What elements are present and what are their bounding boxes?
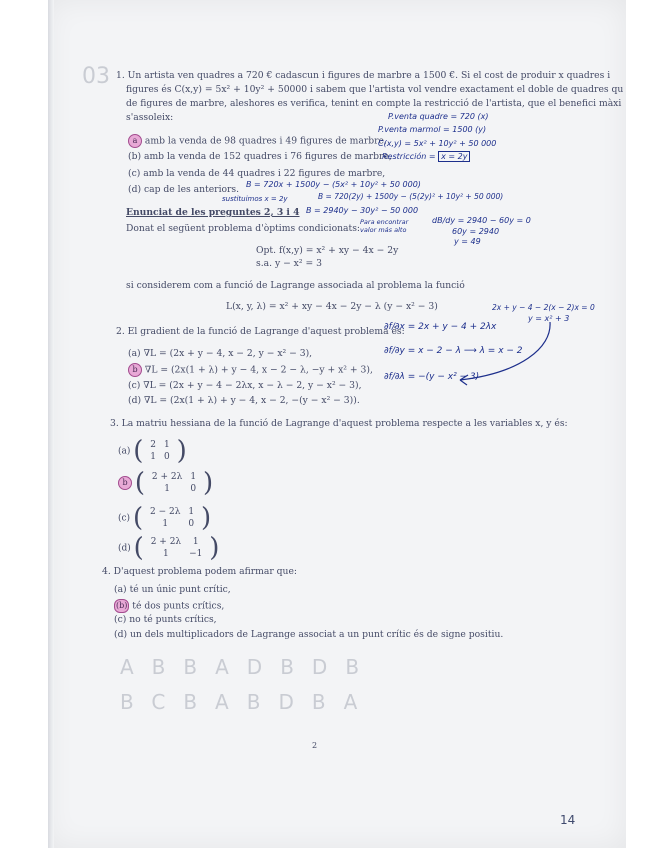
- problem-sa: s.a. y − x² = 3: [256, 258, 322, 269]
- q1-option-b: (b) amb la venda de 152 quadres i 76 figures de marbre,: [128, 151, 392, 162]
- selected-mark: (b): [114, 599, 129, 613]
- ghost-letters-row1: ABBADBDB: [120, 655, 378, 679]
- lagrange-intro: si considerem com a funció de Lagrange associada al problema la funció: [126, 280, 465, 291]
- q2-option-b: b ∇L = (2x(1 + λ) + y − 4, x − 2 − λ, −y + x² + 3),: [128, 363, 373, 377]
- q1-line4: s'assoleix:: [126, 112, 174, 123]
- q1-line3: de figures de marbre, aleshores es verifica, tenint en compte la restricció de l'artista, que el benefici màxi: [126, 98, 622, 109]
- note-max-label: Para encontrar valor más alto: [360, 218, 409, 234]
- note-solve-top: 2x + y − 4 − 2(x − 2)x = 0: [492, 303, 595, 312]
- matrix-d: 2 + 2λ 1 1 −1: [150, 537, 203, 559]
- note-cost: C(x,y) = 5x² + 10y² + 50 000: [378, 139, 497, 148]
- q1-line2: figures és C(x,y) = 5x² + 10y² + 50000 i sabem que l'artista vol vendre exactament el doble de quadres qu: [126, 84, 624, 95]
- selected-mark: a: [128, 134, 142, 148]
- q4-option-c: (c) no té punts crítics,: [114, 614, 217, 625]
- note-partial-y: ∂f/∂y = x − 2 − λ ⟶ λ = x − 2: [384, 346, 523, 356]
- note-substitute-label: sustituimos x = 2y: [222, 195, 288, 203]
- q4-option-d: (d) un dels multiplicadors de Lagrange associat a un punt crític és de signe positiu.: [114, 629, 504, 640]
- section-title: Enunciat de les preguntes 2, 3 i 4: [126, 207, 300, 218]
- q2-option-c: (c) ∇L = (2x + y − 4 − 2λx, x − λ − 2, y − x² − 3),: [128, 380, 362, 391]
- q1-line1: 1. Un artista ven quadres a 720 € cadascun i figures de marbre a 1500 €. Si el cost de produir x quadres i: [116, 70, 611, 81]
- q3-option-b: b ( 2 + 2λ 1 1 0 ): [118, 470, 213, 496]
- ghost-logo: 03: [82, 64, 110, 89]
- q2-option-d: (d) ∇L = (2x(1 + λ) + y − 4, x − 2, −(y − x² − 3)).: [128, 395, 360, 406]
- q3-option-d: (d) ( 2 + 2λ 1 1 −1 ): [118, 533, 220, 563]
- note-price-painting: P.venta quadre = 720 (x): [388, 112, 489, 121]
- matrix-b: 2 + 2λ 1 1 0: [151, 472, 197, 494]
- note-price-marble: P.venta marmol = 1500 (y): [378, 125, 487, 134]
- q1-option-a: a amb la venda de 98 quadres i 49 figures de marbre,: [128, 134, 387, 148]
- note-arrow: [430, 318, 560, 388]
- section-intro: Donat el següent problema d'òptims condicionats:: [126, 223, 361, 234]
- q4-option-b: (b) té dos punts crítics,: [116, 600, 225, 612]
- q4-option-a: (a) té un únic punt crític,: [114, 584, 231, 595]
- q1-option-d: (d) cap de les anteriors.: [128, 184, 240, 195]
- q2-stem: 2. El gradient de la funció de Lagrange d'aquest problema és:: [116, 326, 405, 337]
- note-60y: 60y = 2940: [452, 227, 500, 236]
- problem-opt: Opt. f(x,y) = x² + xy − 4x − 2y: [256, 245, 399, 256]
- selected-mark: b: [118, 476, 132, 490]
- note-derivative: dB/dy = 2940 − 60y = 0: [432, 216, 531, 225]
- matrix-c: 2 − 2λ 1 1 0: [149, 507, 195, 529]
- page-number-center: 2: [312, 741, 318, 750]
- scan-edge: [48, 0, 54, 848]
- q3-stem: 3. La matriu hessiana de la funció de Lagrange d'aquest problema respecte a les variables x, y és:: [110, 418, 568, 429]
- matrix-a: 2 1 1 0: [150, 440, 170, 462]
- note-partial-lambda: ∂f/∂λ = −(y − x² − 3): [384, 372, 480, 382]
- note-constraint: y = x² + 3: [528, 314, 570, 323]
- note-substitute: B = 720(2y) + 1500y − (5(2y)² + 10y² + 50 000): [318, 192, 504, 201]
- page-number-corner: 14: [560, 813, 576, 827]
- note-partial-x: ∂f/∂x = 2x + y − 4 + 2λx: [384, 322, 497, 332]
- note-restriction: Restricción = x = 2y: [382, 152, 470, 161]
- q3-option-c: (c) ( 2 − 2λ 1 1 0 ): [118, 503, 212, 533]
- q4-stem: 4. D'aquest problema podem afirmar que:: [102, 566, 297, 577]
- note-y49: y = 49: [454, 237, 481, 246]
- note-benefit-simplified: B = 2940y − 30y² − 50 000: [306, 206, 419, 215]
- q3-option-a: (a) ( 2 1 1 0 ): [118, 436, 187, 466]
- q2-option-a: (a) ∇L = (2x + y − 4, x − 2, y − x² − 3),: [128, 348, 313, 359]
- selected-mark: b: [128, 363, 142, 377]
- note-benefit: B = 720x + 1500y − (5x² + 10y² + 50 000): [246, 180, 421, 189]
- lagrange-function: L(x, y, λ) = x² + xy − 4x − 2y − λ (y − x² − 3): [226, 301, 438, 312]
- q1-option-c: (c) amb la venda de 44 quadres i 22 figures de marbre,: [128, 168, 386, 179]
- ghost-letters-row2: BCBABDBA: [120, 690, 376, 714]
